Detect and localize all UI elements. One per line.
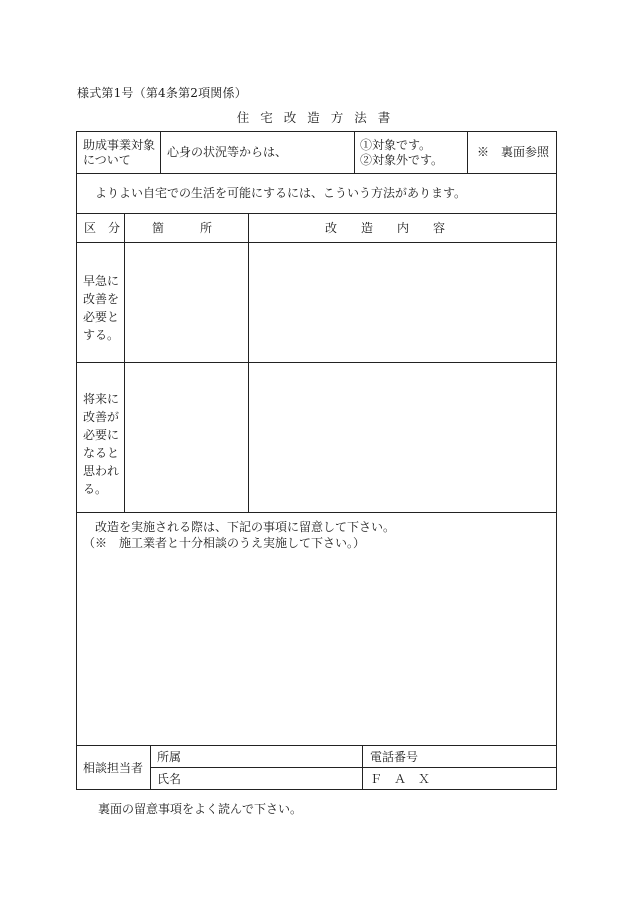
content-cell-future[interactable] <box>249 363 555 511</box>
column-header-content: 改 造 内 容 <box>325 221 446 235</box>
row-divider <box>77 213 556 214</box>
row-divider <box>150 767 556 768</box>
col-divider <box>362 745 363 790</box>
footer-note: 裏面の留意事項をよく読んで下さい。 <box>98 802 303 816</box>
reference-note: ※ 裏面参照 <box>477 145 550 159</box>
notes-area[interactable] <box>79 554 554 742</box>
notes-line1: 改造を実施される際は、下記の事項に留意して下さい。 <box>95 520 396 534</box>
eligibility-option-ineligible[interactable]: ②対象外です。 <box>360 153 444 167</box>
column-header-category: 区 分 <box>84 221 121 235</box>
col-divider <box>467 132 468 173</box>
form-table <box>76 131 557 790</box>
row-label-future: 将来に改善が必要になると思われる。 <box>83 392 120 496</box>
name-label: 氏名 <box>157 772 182 786</box>
col-divider <box>160 132 161 173</box>
notes-line2: （※ 施工業者と十分相談のうえ実施して下さい。） <box>83 536 366 550</box>
location-cell-urgent[interactable] <box>125 243 247 361</box>
content-cell-urgent[interactable] <box>249 243 555 361</box>
phone-label: 電話番号 <box>370 750 419 764</box>
form-number: 様式第1号（第4条第2項関係） <box>77 86 247 100</box>
row-divider <box>77 745 556 746</box>
eligibility-label-line1: 助成事業対象 <box>83 138 156 152</box>
col-divider <box>150 745 151 790</box>
fax-label: Ｆ Ａ Ｘ <box>370 772 431 786</box>
intro-text: よりよい自宅での生活を可能にするには、こういう方法があります。 <box>95 186 467 200</box>
location-cell-future[interactable] <box>125 363 247 511</box>
row-divider <box>77 173 556 174</box>
column-header-location: 箇 所 <box>152 221 213 235</box>
row-divider <box>77 512 556 513</box>
consultant-label: 相談担当者 <box>83 761 144 775</box>
eligibility-label-line2: について <box>83 153 131 167</box>
eligibility-option-eligible[interactable]: ①対象です。 <box>360 138 432 152</box>
col-divider <box>354 132 355 173</box>
affiliation-label: 所属 <box>157 750 182 764</box>
document-title: 住宅改造方法書 <box>236 110 402 125</box>
eligibility-prompt: 心身の状況等からは、 <box>167 145 288 159</box>
row-label-urgent: 早急に改善を必要とする。 <box>83 274 120 342</box>
